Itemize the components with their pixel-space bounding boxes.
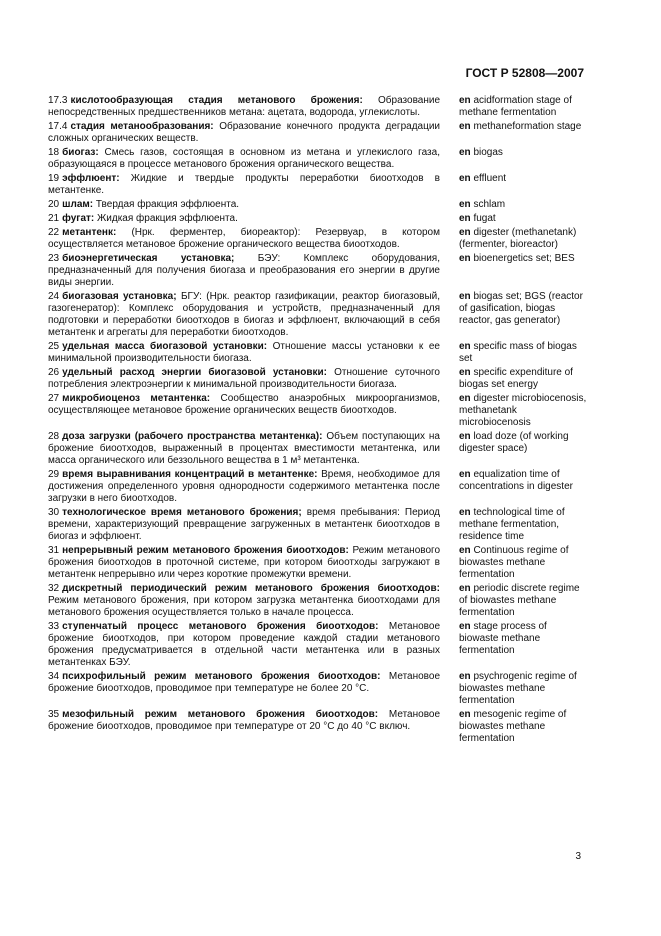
term-entry: 25 удельная масса биогазовой установки: Отношение массы установки к ее минимальной производительности биогаза. en specific mass of biogas set [48, 341, 577, 364]
term-entry: 22 метантенк: (Нрк. ферментер, биореактор): Резервуар, в котором осуществляется метановое брожение органического вещества биоотходов. en digester (methanetank) (fermenter, bioreactor) [48, 227, 577, 250]
term-number: 21 [48, 213, 60, 224]
term-entry: 18 биогаз: Смесь газов, состоящая в основном из метана и углекислого газа, образующаяся в процессе метанового брожения органического вещества. en biogas [48, 147, 503, 170]
english-term: schlam [473, 199, 506, 210]
term-entry: 20 шлам: Твердая фракция эффлюента. en schlam [48, 199, 506, 210]
definition: Твердая фракция эффлюента. [95, 199, 240, 210]
definition: Жидкие и твердые продукты переработки биоотходов в метантенке. [48, 173, 440, 196]
definition: Метановое брожение биоотходов, при котором проведение каждой стадии метанового брожения предусматривается в отдельной части метантенка или в разных метантенках БЭУ. [48, 621, 440, 668]
term-number: 30 [48, 507, 60, 518]
english-term: digester (methanetank) (fermenter, bioreactor) [459, 227, 577, 250]
english-term: technological time of methane fermentation, residence time [459, 507, 565, 542]
term-number: 25 [48, 341, 60, 352]
term-number: 28 [48, 431, 60, 442]
term-entry: 28 доза загрузки (рабочего пространства метантенка): Объем поступающих на брожение биоотходов, выраженный в процентах вместимости метантенка, или масса органического или беззольного вещества в 1 м³ метантенка. en load doze (of working digester space) [48, 431, 569, 466]
term-number: 23 [48, 253, 60, 264]
standard-number: ГОСТ Р 52808—2007 [465, 66, 584, 80]
term-entry: 32 дискретный периодический режим метанового брожения биоотходов: Режим метанового брожения, при котором загрузка метантенка биоотходами для метанового брожения осуществляется только в начале процесса. en periodic discrete regime of biowastes methane fermentation [48, 583, 580, 618]
term-entry: 33 ступенчатый процесс метанового брожения биоотходов: Метановое брожение биоотходов, при котором проведение каждой стадии метанового брожения предусматривается в отдельной части метантенка или в разных метантенках БЭУ. en stage process of biowaste methane fermentation [48, 621, 547, 668]
term-number: 32 [48, 583, 60, 594]
term: биоэнергетическая установка; [62, 253, 235, 264]
term: шлам: [62, 199, 94, 210]
definition: Жидкая фракция эффлюента. [97, 213, 238, 224]
term-entry: 21 фугат: Жидкая фракция эффлюента. en fugat [48, 213, 496, 224]
definition: (Нрк. ферментер, биореактор): Резервуар, в котором осуществляется метановое брожение органического вещества биоотходов. [48, 227, 440, 250]
term-entry: 35 мезофильный режим метанового брожения биоотходов: Метановое брожение биоотходов, проводимое при температуре от 20 °С до 40 °С включ. en mesogenic regime of biowastes methane fermentation [48, 709, 567, 744]
english-term: digester microbiocenosis, methanetank microbiocenosis [459, 393, 587, 428]
term-entry: 17.4 стадия метанообразования: Образование конечного продукта деградации сложных органических веществ. en methaneformation stage [48, 121, 582, 144]
term-entry: 24 биогазовая установка; БГУ: (Нрк. реактор газификации, реактор биогазовый, газогенератор): Комплекс оборудования и устройств, предназначенный для подготовки и переработки биоотходов в биогаз и эффлюент, включающий в себя метантенк и агрегаты для переработки биоотходов. en biogas set; BGS (reactor of gasification, biogas reactor, gas generator) [48, 291, 583, 338]
english-term: Continuous regime of biowastes methane fermentation [459, 545, 569, 580]
term: удельный расход энергии биогазовой установки: [62, 367, 327, 378]
term-number: 29 [48, 469, 60, 480]
term: мезофильный режим метанового брожения биоотходов: [62, 709, 379, 720]
term: биогазовая установка; [62, 291, 177, 302]
term: кислотообразующая стадия метанового брожения: [70, 95, 363, 106]
term-entry: 23 биоэнергетическая установка; БЭУ: Комплекс оборудования, предназначенный для получения биогаза и преобразования его энергии в другие виды энергии. en bioenergetics set; BES [48, 253, 575, 288]
term: стадия метанообразования: [70, 121, 214, 132]
term-number: 19 [48, 173, 60, 184]
english-term: periodic discrete regime of biowastes methane fermentation [459, 583, 580, 618]
term-number: 24 [48, 291, 60, 302]
term-number: 22 [48, 227, 60, 238]
term: непрерывный режим метанового брожения биоотходов: [62, 545, 349, 556]
term: метантенк: [62, 227, 117, 238]
term-entry: 30 технологическое время метанового брожения; время пребывания: Период времени, характеризующий превращение загруженных в метантенк биоотходов в биогаз и эффлюент. en technological time of methane fermentation, residence time [48, 507, 565, 542]
definition: Отношение суточного потребления электроэнергии к минимальной производительности биогаза. [48, 367, 440, 390]
term: биогаз: [62, 147, 99, 158]
definition: Смесь газов, состоящая в основном из метана и углекислого газа, образующаяся в процессе метанового брожения органического вещества. [48, 147, 440, 170]
term: удельная масса биогазовой установки: [62, 341, 268, 352]
definition: Сообщество анаэробных микроорганизмов, осуществляющее метановое брожение органических веществ биоотходов. [48, 393, 440, 416]
english-term: specific expenditure of biogas set energy [459, 367, 573, 390]
term: эффлюент: [62, 173, 120, 184]
term: технологическое время метанового брожения; [62, 507, 302, 518]
term-number: 20 [48, 199, 60, 210]
term-number: 35 [48, 709, 60, 720]
term-number: 17.4 [48, 121, 68, 132]
definition: БЭУ: Комплекс оборудования, предназначенный для получения биогаза и преобразования его энергии в другие виды энергии. [48, 253, 440, 288]
english-term: bioenergetics set; BES [473, 253, 575, 264]
term-number: 26 [48, 367, 60, 378]
english-term: mesogenic regime of biowastes methane fermentation [459, 709, 567, 744]
term-number: 27 [48, 393, 60, 404]
definition: БГУ: (Нрк. реактор газификации, реактор биогазовый, газогенератор): Комплекс оборудования и устройств, предназначенный для подготовки и переработки биоотходов в биогаз и эффлюент, включающий в себя метантенк и агрегаты для переработки биоотходов. [48, 291, 441, 338]
english-term: biogas [473, 147, 503, 158]
term-entry: 31 непрерывный режим метанового брожения биоотходов: Режим метанового брожения биоотходов в проточной системе, при котором биоотходы загружают в метантенк непрерывно или через короткие промежутки времени. en Continuous regime of biowastes methane fermentation [48, 545, 569, 580]
term-number: 31 [48, 545, 60, 556]
term: ступенчатый процесс метанового брожения биоотходов: [62, 621, 379, 632]
english-term: equalization time of concentrations in digester [459, 469, 573, 492]
term-entry: 34 психрофильный режим метанового брожения биоотходов: Метановое брожение биоотходов, проводимое при температуре не более 20 °С. en psychrogenic regime of biowastes methane fermentation [48, 671, 577, 706]
english-term: stage process of biowaste methane fermentation [459, 621, 547, 656]
term-number: 17.3 [48, 95, 68, 106]
definition: Отношение массы установки к ее минимальной производительности биогаза. [48, 341, 440, 364]
english-term: methaneformation stage [473, 121, 582, 132]
definition: время пребывания: Период времени, характеризующий превращение загруженных в метантенк биоотходов в биогаз и эффлюент. [48, 507, 440, 542]
page-number: 3 [575, 851, 581, 862]
definition: Время, необходимое для достижения определенного уровня однородности содержимого метантенка после загрузки в него биоотходов. [48, 469, 440, 504]
definition: Метановое брожение биоотходов, проводимое при температуре не более 20 °С. [48, 671, 440, 694]
term-entry: 17.3 кислотообразующая стадия метанового брожения: Образование непосредственных предшественников метана: ацетата, водорода, углекислоты. en acidformation stage of methane fermentation [48, 95, 572, 118]
english-term: psychrogenic regime of biowastes methane fermentation [459, 671, 577, 706]
term-entry: 29 время выравнивания концентраций в метантенке: Время, необходимое для достижения определенного уровня однородности содержимого метантенка после загрузки в него биоотходов. en equalization time of concentrations in digester [48, 469, 573, 504]
definition: Режим метанового брожения биоотходов в проточной системе, при котором биоотходы загружают в метантенк непрерывно или через короткие промежутки времени. [48, 545, 441, 580]
term: микробиоценоз метантенка: [62, 393, 211, 404]
definition: Образование непосредственных предшественников метана: ацетата, водорода, углекислоты. [48, 95, 441, 118]
term: время выравнивания концентраций в метантенке: [62, 469, 318, 480]
english-term: specific mass of biogas set [459, 341, 577, 364]
english-term: biogas set; BGS (reactor of gasification, biogas reactor, gas generator) [459, 291, 583, 326]
english-term: acidformation stage of methane fermentation [459, 95, 572, 118]
term-entry: 27 микробиоценоз метантенка: Сообщество анаэробных микроорганизмов, осуществляющее метановое брожение органических веществ биоотходов. en digester microbiocenosis, methanetank microbiocenosis [48, 393, 587, 428]
english-term: effluent [473, 173, 507, 184]
definition: Режим метанового брожения, при котором загрузка метантенка биоотходами для метанового брожения осуществляется только в начале процесса. [48, 595, 440, 618]
term: дискретный периодический режим метанового брожения биоотходов: [62, 583, 440, 594]
term-number: 34 [48, 671, 60, 682]
definition: Метановое брожение биоотходов, проводимое при температуре от 20 °С до 40 °С включ. [48, 709, 441, 732]
english-term: fugat [473, 213, 496, 224]
term-number: 33 [48, 621, 60, 632]
term: фугат: [62, 213, 95, 224]
definition: Образование конечного продукта деградации сложных органических веществ. [48, 121, 440, 144]
term-entry: 26 удельный расход энергии биогазовой установки: Отношение суточного потребления электроэнергии к минимальной производительности биогаза. en specific expenditure of biogas set energy [48, 367, 573, 390]
definition: Объем поступающих на брожение биоотходов, выраженный в процентах вместимости метантенка, или масса органического или беззольного вещества в 1 м³ метантенка. [48, 431, 440, 466]
term: доза загрузки (рабочего пространства метантенка): [62, 431, 323, 442]
terms-list [48, 95, 588, 747]
term-entry: 19 эффлюент: Жидкие и твердые продукты переработки биоотходов в метантенке. en effluent [48, 173, 507, 196]
term-number: 18 [48, 147, 60, 158]
term: психрофильный режим метанового брожения биоотходов: [62, 671, 381, 682]
english-term: load doze (of working digester space) [459, 431, 569, 454]
